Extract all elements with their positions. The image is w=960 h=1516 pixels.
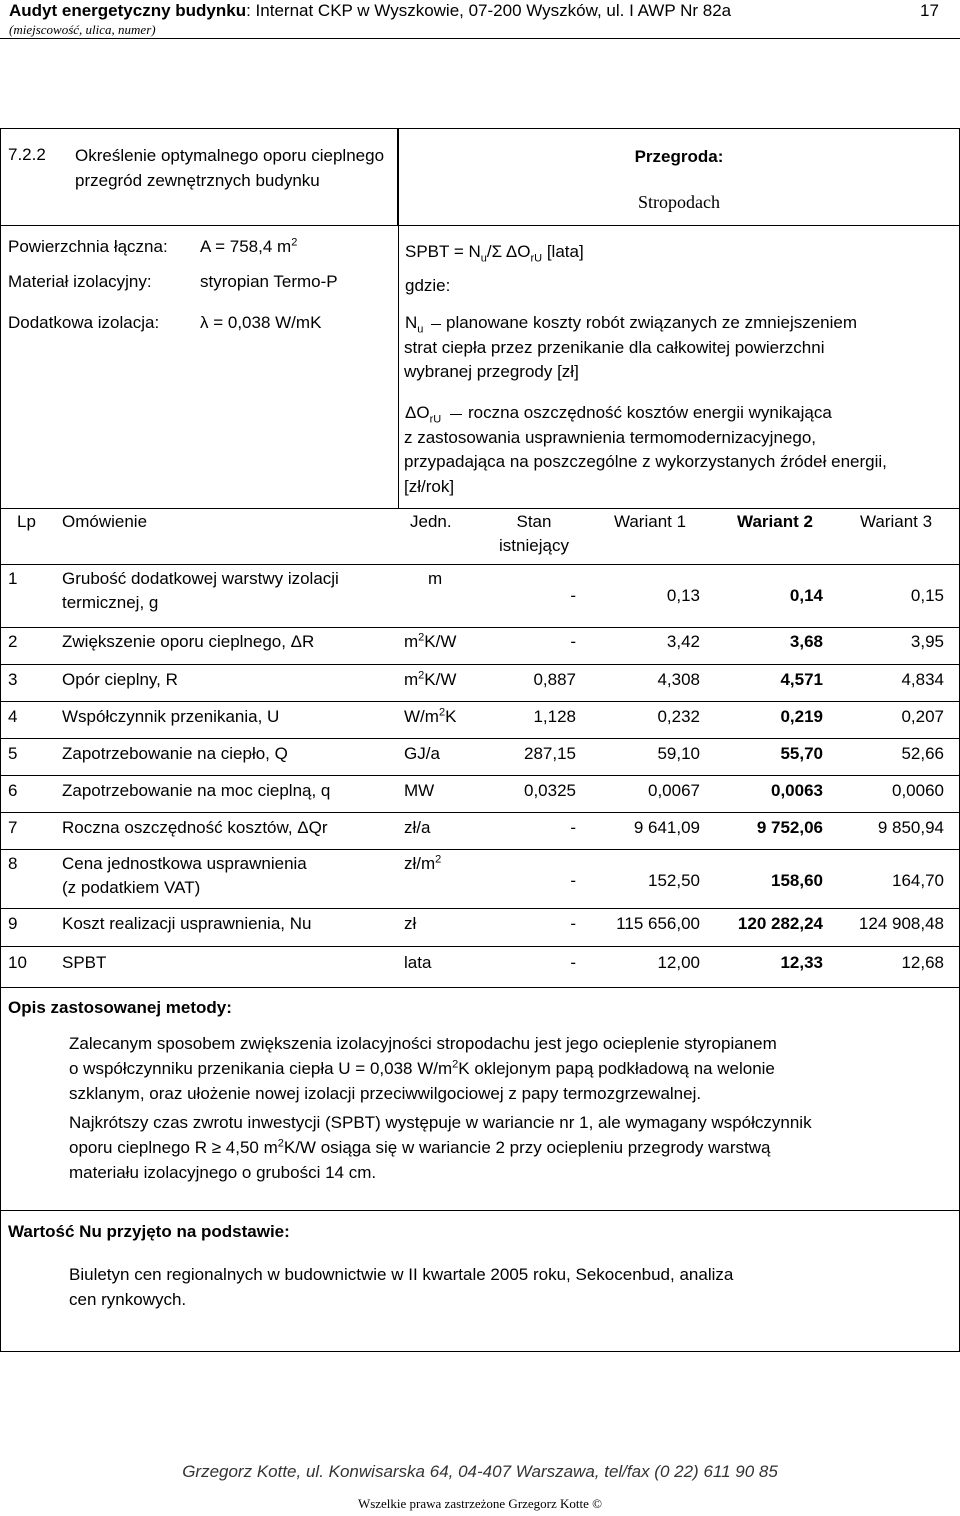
nu-symbol-sub: u — [417, 323, 424, 336]
row-variant-3: 52,66 — [901, 744, 944, 763]
insulation-label: Dodatkowa izolacja: — [8, 313, 160, 332]
row-variant-2: 0,219 — [780, 707, 823, 726]
row-variant-1: 0,0067 — [648, 781, 700, 800]
nu-symbol-text: N — [405, 313, 418, 332]
row-lp: 8 — [8, 854, 18, 873]
row-existing: - — [570, 914, 576, 933]
area-value-sup: 2 — [291, 236, 298, 249]
row-variant-3: 12,68 — [901, 953, 944, 972]
row-existing: 0,887 — [533, 670, 576, 689]
row-unit — [404, 951, 431, 975]
row-variant-3: 0,207 — [901, 707, 944, 726]
basis-line-2: cen rynkowych. — [69, 1290, 187, 1309]
oru-desc-4: [zł/rok] — [404, 477, 455, 496]
header-existing-2: istniejący — [499, 536, 569, 555]
material-label: Materiał izolacyjny: — [8, 272, 152, 291]
row-lp: 5 — [8, 744, 18, 763]
partition-value: Stropodach — [638, 192, 720, 212]
row-unit-sup: 2 — [418, 669, 425, 682]
table-header-rule — [0, 564, 960, 565]
row-unit-text: m — [404, 670, 419, 689]
row-desc: Opór cieplny, R — [62, 670, 178, 689]
row-existing: - — [570, 818, 576, 837]
row-unit — [404, 852, 441, 876]
nu-desc-3: wybranej przegrody [zł] — [404, 362, 579, 381]
row-unit — [428, 567, 442, 591]
row-unit-sup: 2 — [435, 853, 442, 866]
row-desc: Cena jednostkowa usprawnienia — [62, 854, 307, 873]
row-unit-text: GJ/a — [404, 744, 440, 763]
method-p2-b-sup: 2 — [277, 1137, 284, 1150]
row-lp: 3 — [8, 670, 18, 689]
row-variant-1: 12,00 — [657, 953, 700, 972]
row-unit-rest: K/W — [424, 670, 457, 689]
row-unit — [404, 705, 456, 729]
area-label: Powierzchnia łączna: — [8, 237, 168, 256]
row-unit — [404, 816, 430, 840]
material-value: styropian Termo-P — [200, 272, 338, 291]
oru-desc-1: roczna oszczędność kosztów energii wynikająca — [468, 403, 832, 422]
row-lp: 6 — [8, 781, 18, 800]
oru-desc-2: z zastosowania usprawnienia termomodernizacyjnego, — [404, 428, 816, 447]
header-lp: Lp — [17, 512, 36, 531]
oru-dash — [450, 414, 462, 415]
row-desc: Zapotrzebowanie na moc cieplną, q — [62, 781, 331, 800]
row-unit-sup: 2 — [438, 706, 446, 719]
header-title-bold: Audyt energetyczny budynku — [9, 1, 247, 20]
formula-sub-ru: rU — [530, 252, 543, 265]
row-variant-2: 12,33 — [780, 953, 823, 972]
row-unit-text: m — [404, 632, 419, 651]
header-variant-3: Wariant 3 — [859, 512, 933, 531]
row-variant-2: 4,571 — [780, 670, 823, 689]
method-p2-line-1: Najkrótszy czas zwrotu inwestycji (SPBT) występuje w wariancie nr 1, ale wymagany współczynnik — [69, 1113, 812, 1132]
row-variant-3: 3,95 — [910, 632, 944, 651]
row-variant-1: 3,42 — [666, 632, 700, 651]
row-desc: Grubość dodatkowej warstwy izolacji — [62, 569, 339, 588]
row-unit — [404, 630, 456, 654]
nu-desc-2: strat ciepła przez przenikanie dla całkowitej powierzchni — [404, 338, 825, 357]
nu-desc-1: planowane koszty robót związanych ze zmniejszeniem — [446, 313, 858, 332]
footer-address: Grzegorz Kotte, ul. Konwisarska 64, 04-407 Warszawa, tel/fax (0 22) 611 90 85 — [182, 1462, 778, 1481]
section-number: 7.2.2 — [8, 145, 46, 164]
row-variant-2: 0,0063 — [771, 781, 823, 800]
row-unit-text: m — [428, 569, 443, 588]
row-variant-1: 59,10 — [657, 744, 700, 763]
row-unit-text: MW — [404, 781, 435, 800]
row-unit-text: W/m — [404, 707, 439, 726]
partition-label: Przegroda: — [634, 147, 724, 166]
row-rule — [0, 775, 960, 776]
row-desc: SPBT — [62, 953, 107, 972]
row-desc-cont: termicznej, g — [62, 593, 159, 612]
row-variant-3: 4,834 — [901, 670, 944, 689]
spbt-formula — [405, 240, 584, 264]
row-existing: - — [570, 871, 576, 890]
insulation-value: λ = 0,038 W/mK — [200, 313, 322, 332]
formula-part-b: /Σ ΔO — [486, 242, 531, 261]
method-p1-line-2 — [69, 1056, 949, 1081]
row-lp: 4 — [8, 707, 18, 726]
method-p1-b: o współczynniku przenikania ciepła U = 0,038 W/m — [69, 1059, 453, 1078]
row-variant-2: 3,68 — [789, 632, 823, 651]
row-rule — [0, 908, 960, 909]
document-header-title — [9, 1, 731, 21]
row-variant-2: 9 752,06 — [756, 818, 823, 837]
row-desc: Zapotrzebowanie na ciepło, Q — [62, 744, 288, 763]
row-variant-2: 0,14 — [789, 586, 823, 605]
header-unit: Jedn. — [410, 512, 452, 531]
header-variant-1: Wariant 1 — [613, 512, 687, 531]
basis-line-1: Biuletyn cen regionalnych w budownictwie w II kwartale 2005 roku, Sekocenbud, analiza — [69, 1265, 734, 1284]
method-paragraph-1 — [69, 1031, 949, 1106]
row-lp: 10 — [8, 953, 27, 972]
row-variant-1: 9 641,09 — [633, 818, 700, 837]
header-existing-1: Stan — [516, 512, 552, 531]
row-desc: Roczna oszczędność kosztów, ΔQr — [62, 818, 328, 837]
method-p2-line-3: materiału izolacyjnego o grubości 14 cm. — [69, 1163, 377, 1182]
formula-part-a: SPBT = N — [405, 242, 481, 261]
row-rule — [0, 812, 960, 813]
row-unit — [404, 912, 416, 936]
row-rule — [0, 849, 960, 850]
basis-text — [69, 1262, 949, 1312]
oru-symbol — [405, 401, 441, 425]
row-variant-1: 4,308 — [657, 670, 700, 689]
oru-symbol-text: ΔO — [405, 403, 430, 422]
area-value — [200, 235, 297, 259]
row-unit-text: zł — [404, 914, 417, 933]
method-title: Opis zastosowanej metody: — [8, 998, 232, 1017]
method-p1-b-sup: 2 — [452, 1058, 459, 1071]
oru-desc-3: przypadająca na poszczególne z wykorzystanych źródeł energii, — [404, 452, 887, 471]
row-variant-2: 158,60 — [771, 871, 823, 890]
method-top-rule — [0, 987, 960, 988]
row-desc: Koszt realizacji usprawnienia, Nu — [62, 914, 312, 933]
method-p2-b: oporu cieplnego R ≥ 4,50 m — [69, 1138, 278, 1157]
row-unit-rest: K/W — [424, 632, 457, 651]
row-desc: Współczynnik przenikania, U — [62, 707, 280, 726]
method-p1-c: K oklejonym papą podkładową na welonie — [458, 1059, 775, 1078]
row-variant-1: 152,50 — [648, 871, 700, 890]
method-p2-c: K/W osiąga się w wariancie 2 przy ociepleniu przegrody warstwą — [283, 1138, 771, 1157]
formula-where: gdzie: — [405, 276, 451, 295]
row-existing: - — [570, 632, 576, 651]
row-lp: 9 — [8, 914, 18, 933]
row-variant-2: 120 282,24 — [737, 914, 823, 933]
method-p1-line-3: szklanym, oraz ułożenie nowej izolacji przeciwwilgociowej z papy termozgrzewalnej. — [69, 1084, 702, 1103]
row-variant-3: 0,15 — [910, 586, 944, 605]
row-existing: - — [570, 586, 576, 605]
basis-top-rule — [0, 1210, 960, 1211]
row-unit — [404, 742, 440, 766]
page-number: 17 — [920, 1, 939, 20]
section-title: Określenie optymalnego oporu cieplnego przegród zewnętrznych budynku — [75, 146, 385, 190]
nu-symbol — [405, 311, 423, 335]
row-unit-text: lata — [404, 953, 432, 972]
row-variant-2: 55,70 — [780, 744, 823, 763]
row-desc-cont: (z podatkiem VAT) — [62, 878, 201, 897]
nu-dash — [431, 324, 441, 325]
method-paragraph-2 — [69, 1110, 949, 1185]
header-desc: Omówienie — [62, 512, 148, 531]
row-rule — [0, 738, 960, 739]
basis-title: Wartość Nu przyjęto na podstawie: — [8, 1222, 290, 1241]
row-existing: 287,15 — [524, 744, 576, 763]
oru-symbol-sub: rU — [429, 413, 442, 426]
row-variant-1: 0,13 — [666, 586, 700, 605]
header-rule — [0, 38, 960, 39]
formula-divider — [398, 226, 399, 508]
row-rule — [0, 946, 960, 947]
header-title-rest: : Internat CKP w Wyszkowie, 07-200 Wyszków, ul. I AWP Nr 82a — [246, 1, 732, 20]
row-unit-sup: 2 — [418, 631, 425, 644]
row-existing: - — [570, 953, 576, 972]
formula-sub-u: u — [480, 252, 487, 265]
row-existing: 1,128 — [533, 707, 576, 726]
row-variant-3: 9 850,94 — [877, 818, 944, 837]
row-unit-text: zł/m — [404, 854, 436, 873]
row-unit-text: zł/a — [404, 818, 431, 837]
footer-copyright: Wszelkie prawa zastrzeżone Grzegorz Kotte © — [357, 1496, 603, 1511]
row-existing: 0,0325 — [524, 781, 576, 800]
area-value-text: A = 758,4 m — [200, 237, 292, 256]
header-variant-2: Wariant 2 — [737, 512, 813, 531]
row-rule — [0, 701, 960, 702]
row-rule — [0, 627, 960, 628]
table-top-rule — [0, 508, 960, 509]
method-p1-line-1: Zalecanym sposobem zwiększenia izolacyjności stropodachu jest jego ocieplenie styropianem — [69, 1034, 777, 1053]
row-variant-1: 0,232 — [657, 707, 700, 726]
row-lp: 2 — [8, 632, 18, 651]
row-unit — [404, 779, 434, 803]
row-unit-rest: K — [445, 707, 457, 726]
row-variant-1: 115 656,00 — [616, 914, 700, 933]
row-unit — [404, 668, 456, 692]
row-lp: 7 — [8, 818, 18, 837]
method-p2-line-2 — [69, 1135, 949, 1160]
row-variant-3: 164,70 — [892, 871, 944, 890]
row-rule — [0, 664, 960, 665]
row-variant-3: 0,0060 — [892, 781, 944, 800]
row-lp: 1 — [8, 569, 18, 588]
formula-part-c: [lata] — [542, 242, 584, 261]
row-variant-3: 124 908,48 — [858, 914, 944, 933]
row-desc: Zwiększenie oporu cieplnego, ΔR — [62, 632, 315, 651]
header-subtitle: (miejscowość, ulica, numer) — [9, 22, 156, 37]
